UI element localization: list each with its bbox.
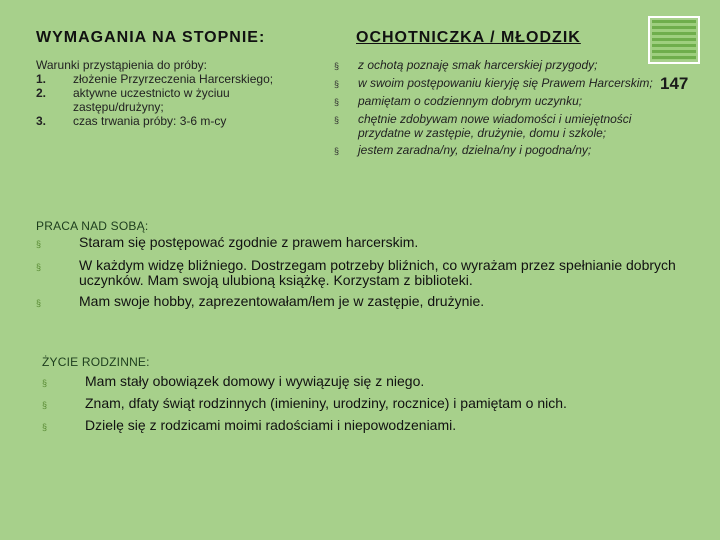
- bullet-icon: §: [36, 262, 42, 272]
- item-text: w swoim postępowaniu kieryję się Prawem Harcerskim;: [358, 76, 653, 90]
- requirements-title: WYMAGANIA NA STOPNIE:: [36, 29, 266, 46]
- family-life-heading: ŻYCIE RODZINNE:: [42, 355, 150, 369]
- work-on-self-heading: PRACA NAD SOBĄ:: [36, 219, 149, 233]
- list-item: [36, 235, 676, 252]
- bullet-icon: §: [334, 146, 340, 156]
- list-item: [36, 294, 676, 311]
- item-text: czas trwania próby: 3-6 m-cy: [73, 114, 227, 128]
- list-item: [36, 86, 306, 114]
- list-item: [334, 94, 664, 109]
- item-text: Mam stały obowiązek domowy i wywiązuję się z niego.: [85, 373, 425, 389]
- entry-conditions-heading: Warunki przystąpienia do próby:: [36, 58, 207, 72]
- item-text: złożenie Przyrzeczenia Harcerskiego;: [73, 72, 274, 86]
- entry-conditions: [36, 58, 306, 128]
- list-item: [42, 393, 702, 415]
- bullet-icon: §: [36, 298, 42, 308]
- list-item: [36, 114, 306, 128]
- item-text: chętnie zdobywam nowe wiadomości i umiejętności przydatne w zastępie, drużynie, domu i szkole;: [358, 112, 632, 140]
- item-text: Mam swoje hobby, zaprezentowałam/łem je w zastępie, drużynie.: [79, 293, 485, 309]
- item-text: Staram się postępować zgodnie z prawem harcerskim.: [79, 234, 419, 250]
- list-item: [334, 76, 664, 91]
- item-number: 1.: [36, 72, 47, 86]
- item-number: 3.: [36, 114, 47, 128]
- list-item: [42, 371, 702, 393]
- bullet-icon: §: [334, 61, 340, 71]
- bullet-icon: §: [42, 400, 48, 410]
- item-text: Dzielę się z rodzicami moimi radościami i niepowodzeniami.: [85, 417, 457, 433]
- item-number: 2.: [36, 86, 47, 100]
- item-text: Znam, dfaty świąt rodzinnych (imieniny, urodziny, rocznice) i pamiętam o nich.: [85, 395, 567, 411]
- list-item: [334, 112, 664, 140]
- rank-title: OCHOTNICZKA / MŁODZIK: [356, 29, 581, 46]
- striped-pattern: [652, 20, 696, 60]
- bullet-icon: §: [334, 97, 340, 107]
- list-item: [334, 58, 664, 73]
- bullet-icon: §: [42, 378, 48, 388]
- bullet-icon: §: [334, 79, 340, 89]
- list-item: [36, 72, 306, 86]
- page-number: 147: [660, 74, 689, 93]
- item-text: pamiętam o codziennym dobrym uczynku;: [358, 94, 583, 108]
- bullet-icon: §: [334, 115, 340, 125]
- list-item: [42, 415, 702, 437]
- family-life-list: [42, 371, 702, 437]
- slide-decoration: [648, 16, 700, 64]
- item-text: W każdym widzę bliźniego. Dostrzegam potrzeby bliźnich, co wyrażam przez spełnianie dobrych uczynków. Mam swoją ulubioną książkę. Korzystam z biblioteki.: [79, 257, 676, 288]
- list-item: [334, 143, 664, 158]
- work-on-self-list: [36, 235, 676, 317]
- item-text: jestem zaradna/ny, dzielna/ny i pogodna/ny;: [358, 143, 592, 157]
- item-text: aktywne uczestnicto w życiuu zastępu/drużyny;: [73, 86, 230, 114]
- bullet-icon: §: [42, 422, 48, 432]
- list-item: [36, 258, 676, 288]
- bullet-icon: §: [36, 239, 42, 249]
- item-text: z ochotą poznaję smak harcerskiej przygody;: [358, 58, 598, 72]
- rank-requirements-list: [334, 58, 664, 161]
